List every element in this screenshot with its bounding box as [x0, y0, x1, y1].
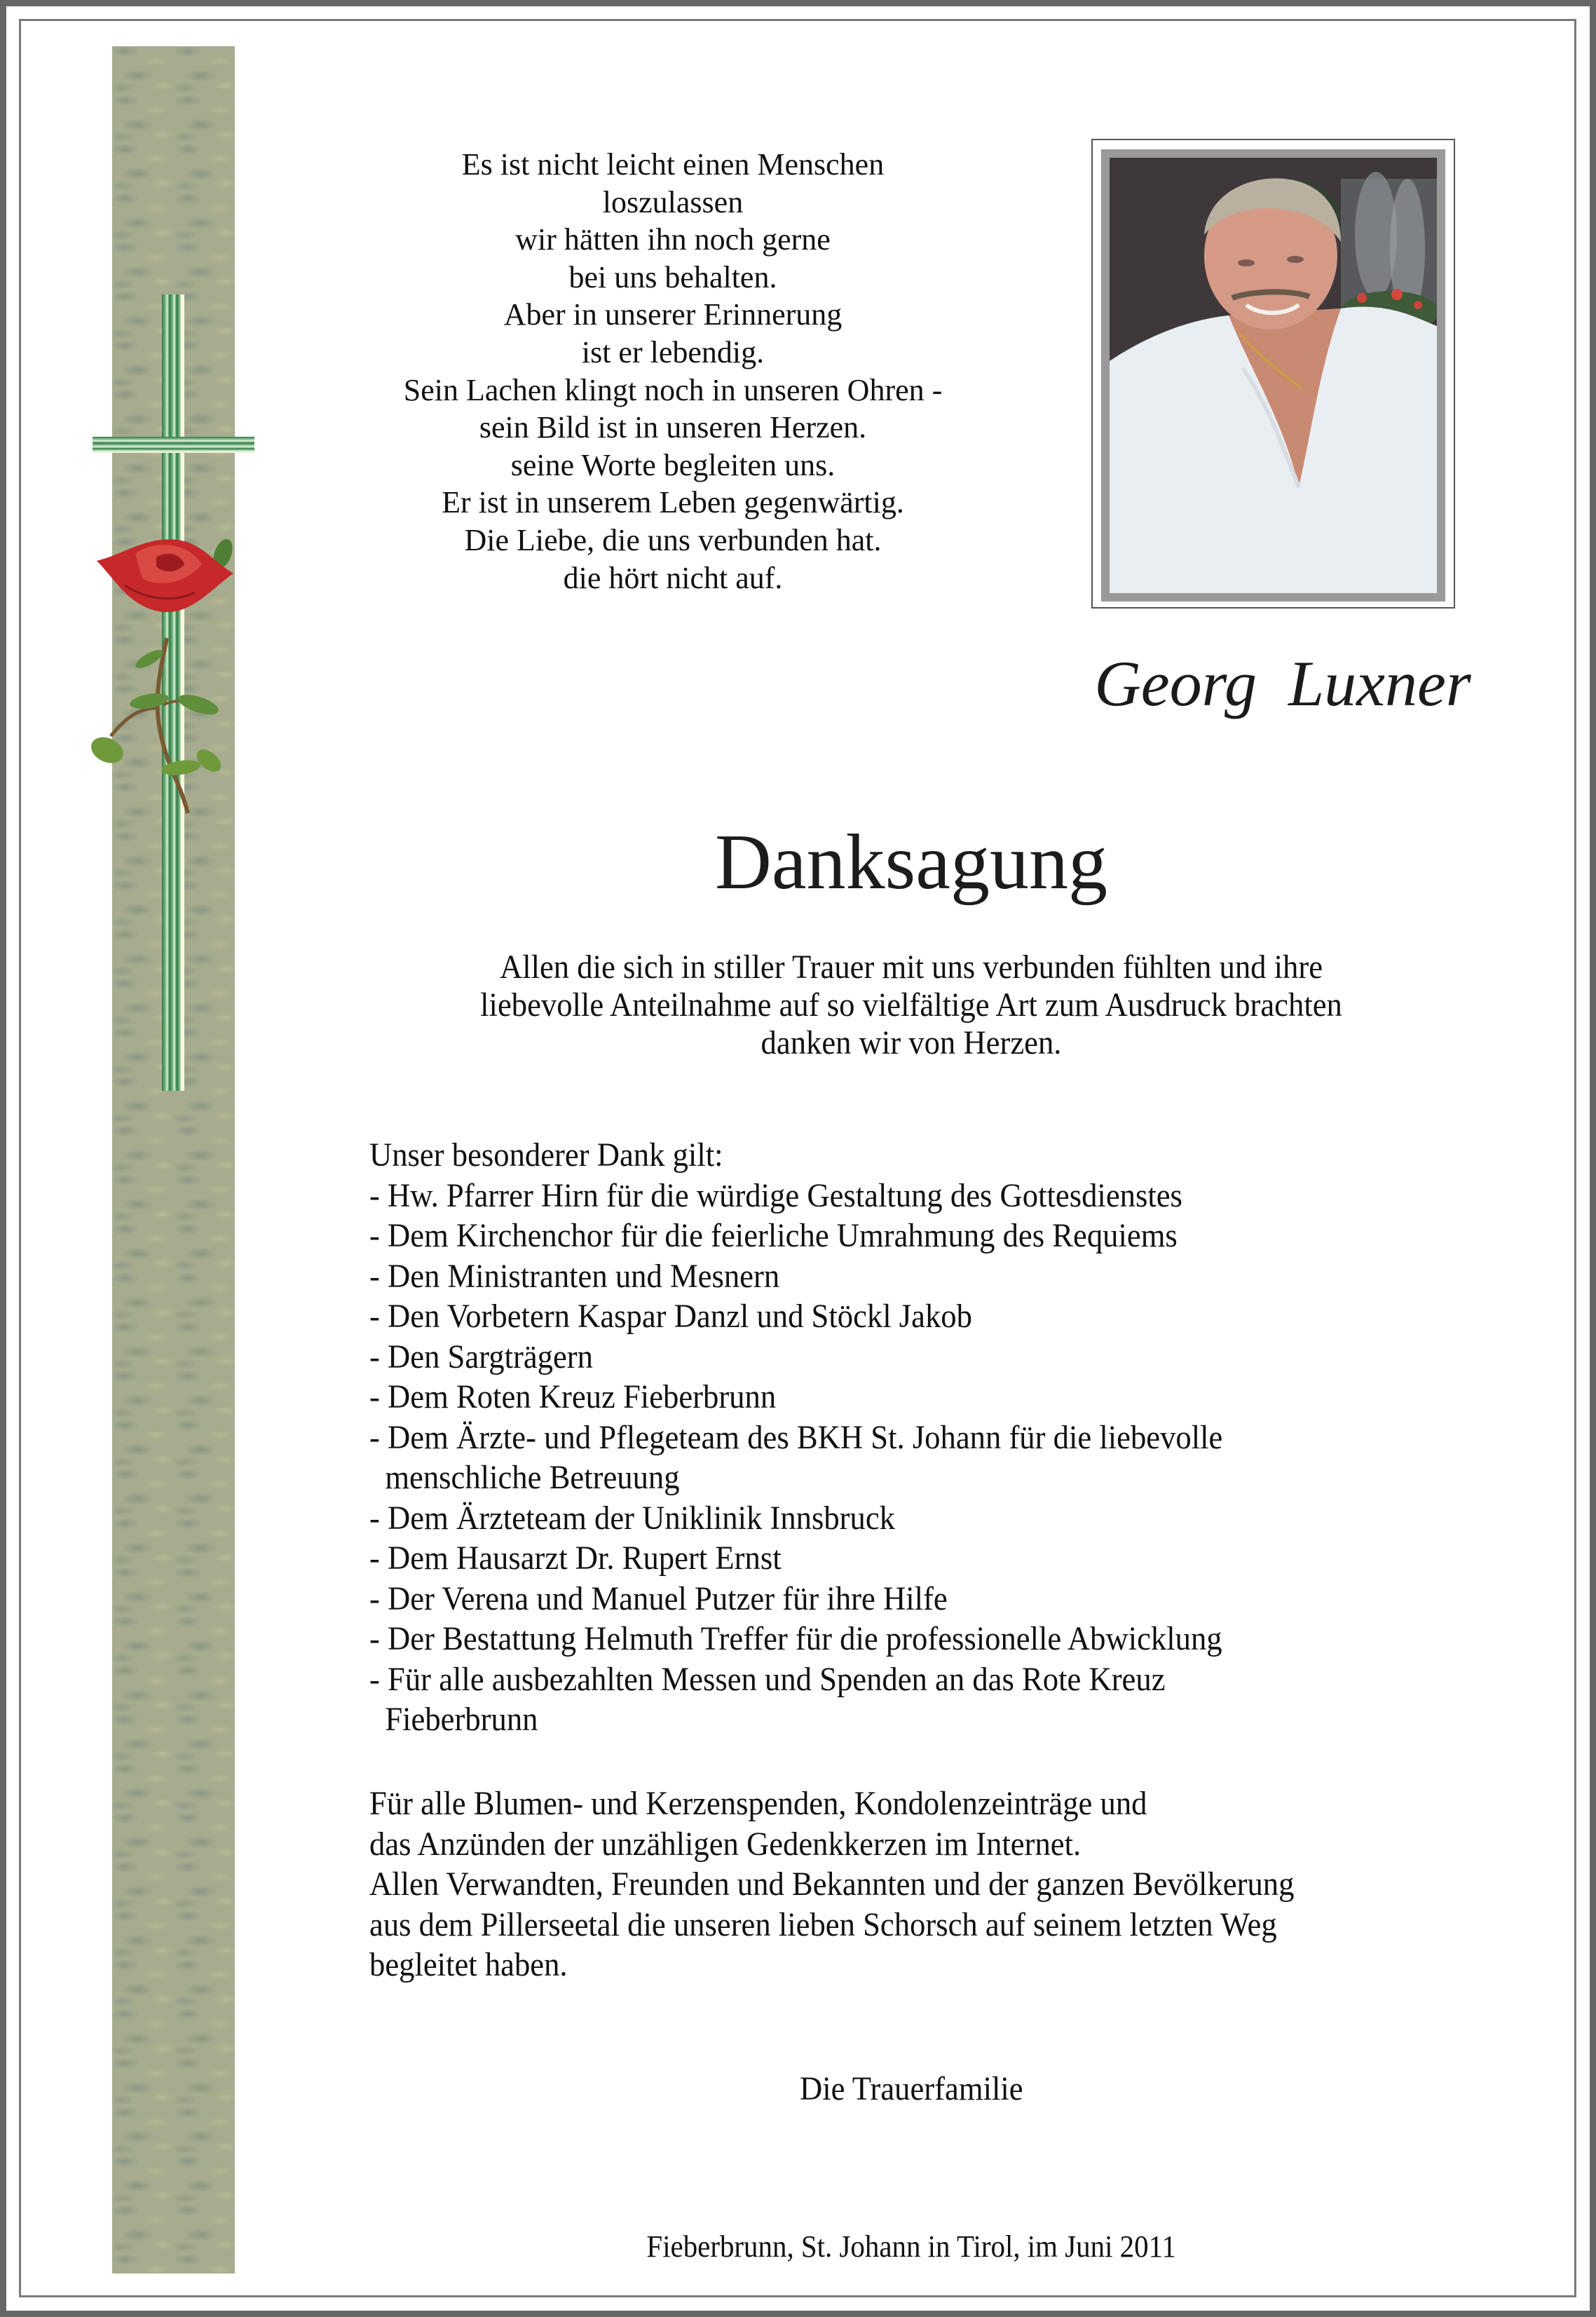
list-item: - Für alle ausbezahlten Messen und Spenden an das Rote Kreuz [369, 1660, 1166, 1698]
intro-line: danken wir von Herzen. [761, 1024, 1062, 1061]
list-item: - Dem Ärzteteam der Uniklinik Innsbruck [369, 1499, 895, 1537]
list-item: - Den Sargträgern [369, 1338, 593, 1375]
poem-line: loszulassen [602, 184, 744, 219]
poem-line: die hört nicht auf. [563, 560, 783, 595]
list-item: - Der Bestattung Helmuth Treffer für die professionelle Abwicklung [369, 1620, 1222, 1657]
rose-leaf [193, 745, 225, 776]
list-item: - Dem Roten Kreuz Fieberbrunn [369, 1378, 777, 1415]
cross-icon-horizontal-bar [93, 437, 254, 453]
rose-stem [158, 638, 188, 813]
rose-leaf [176, 691, 221, 718]
poem-line: Die Liebe, die uns verbunden hat. [464, 522, 882, 557]
portrait-mat [1101, 149, 1445, 602]
intro-line: Allen die sich in stiller Trauer mit uns verbunden fühlten und ihre [499, 949, 1323, 986]
poem-line: bei uns behalten. [568, 259, 777, 294]
closing-line: Allen Verwandten, Freunden und Bekannten und der ganzen Bevölkerung [369, 1866, 1295, 1903]
list-item-continuation: menschliche Betreuung [385, 1459, 680, 1496]
poem-line: sein Bild ist in unseren Herzen. [479, 410, 867, 445]
poem-line: Er ist in unserem Leben gegenwärtig. [442, 485, 904, 520]
poem-line: Sein Lachen klingt noch in unseren Ohren - [403, 372, 943, 407]
closing-line: Für alle Blumen- und Kerzenspenden, Kondolenzeinträge und [369, 1785, 1147, 1822]
list-item: - Dem Hausarzt Dr. Rupert Ernst [369, 1540, 782, 1577]
special-thanks-list [369, 1135, 1491, 1740]
portrait-frame [1091, 139, 1455, 609]
poem-line: Es ist nicht leicht einen Menschen [461, 147, 885, 182]
memorial-poem [336, 146, 1009, 597]
list-item-continuation: Fieberbrunn [385, 1701, 538, 1738]
closing-line: begleitet haben. [369, 1946, 568, 1983]
intro-line: liebevolle Anteilnahme auf so vielfältige Art zum Ausdruck brachten [480, 986, 1342, 1024]
place-date-text: Fieberbrunn, St. Johann in Tirol, im Juni 2011 [646, 2229, 1176, 2264]
rose-branch-left [111, 708, 156, 736]
poem-line: ist er lebendig. [581, 334, 765, 369]
closing-paragraph [369, 1783, 1526, 1985]
portrait-photo [1110, 158, 1437, 593]
list-item: - Den Vorbetern Kaspar Danzl und Stöckl Jakob [369, 1298, 972, 1335]
signature [561, 2068, 1262, 2110]
poem-line: seine Worte begleiten uns. [510, 447, 835, 482]
closing-line: das Anzünden der unzähligen Gedenkkerzen im Internet. [369, 1825, 1082, 1863]
intro-paragraph [350, 949, 1472, 1062]
closing-line: aus dem Pillerseetal die unseren lieben Schorsch auf seinem letzten Weg [369, 1905, 1277, 1943]
rose-leaf [87, 732, 128, 768]
list-item: - Dem Kirchenchor für die feierliche Umrahmung des Requiems [369, 1217, 1178, 1254]
list-item: - Hw. Pfarrer Hirn für die würdige Gestaltung des Gottesdienstes [369, 1176, 1182, 1214]
list-item: - Dem Ärzte- und Pflegeteam des BKH St. Johann für die liebevolle [369, 1418, 1223, 1456]
rose-icon [83, 533, 258, 848]
signature-text: Die Trauerfamilie [799, 2070, 1023, 2107]
thanks-title: Unser besonderer Dank gilt: [369, 1136, 723, 1174]
list-item: - Der Verena und Manuel Putzer für ihre Hilfe [369, 1579, 948, 1617]
list-item: - Den Ministranten und Mesnern [369, 1257, 780, 1295]
poem-line: Aber in unserer Erinnerung [503, 297, 843, 332]
page-title: Danksagung [715, 819, 1107, 906]
place-and-date [491, 2228, 1332, 2266]
deceased-name: Georg Luxner [1094, 648, 1471, 719]
poem-line: wir hätten ihn noch gerne [515, 222, 831, 257]
